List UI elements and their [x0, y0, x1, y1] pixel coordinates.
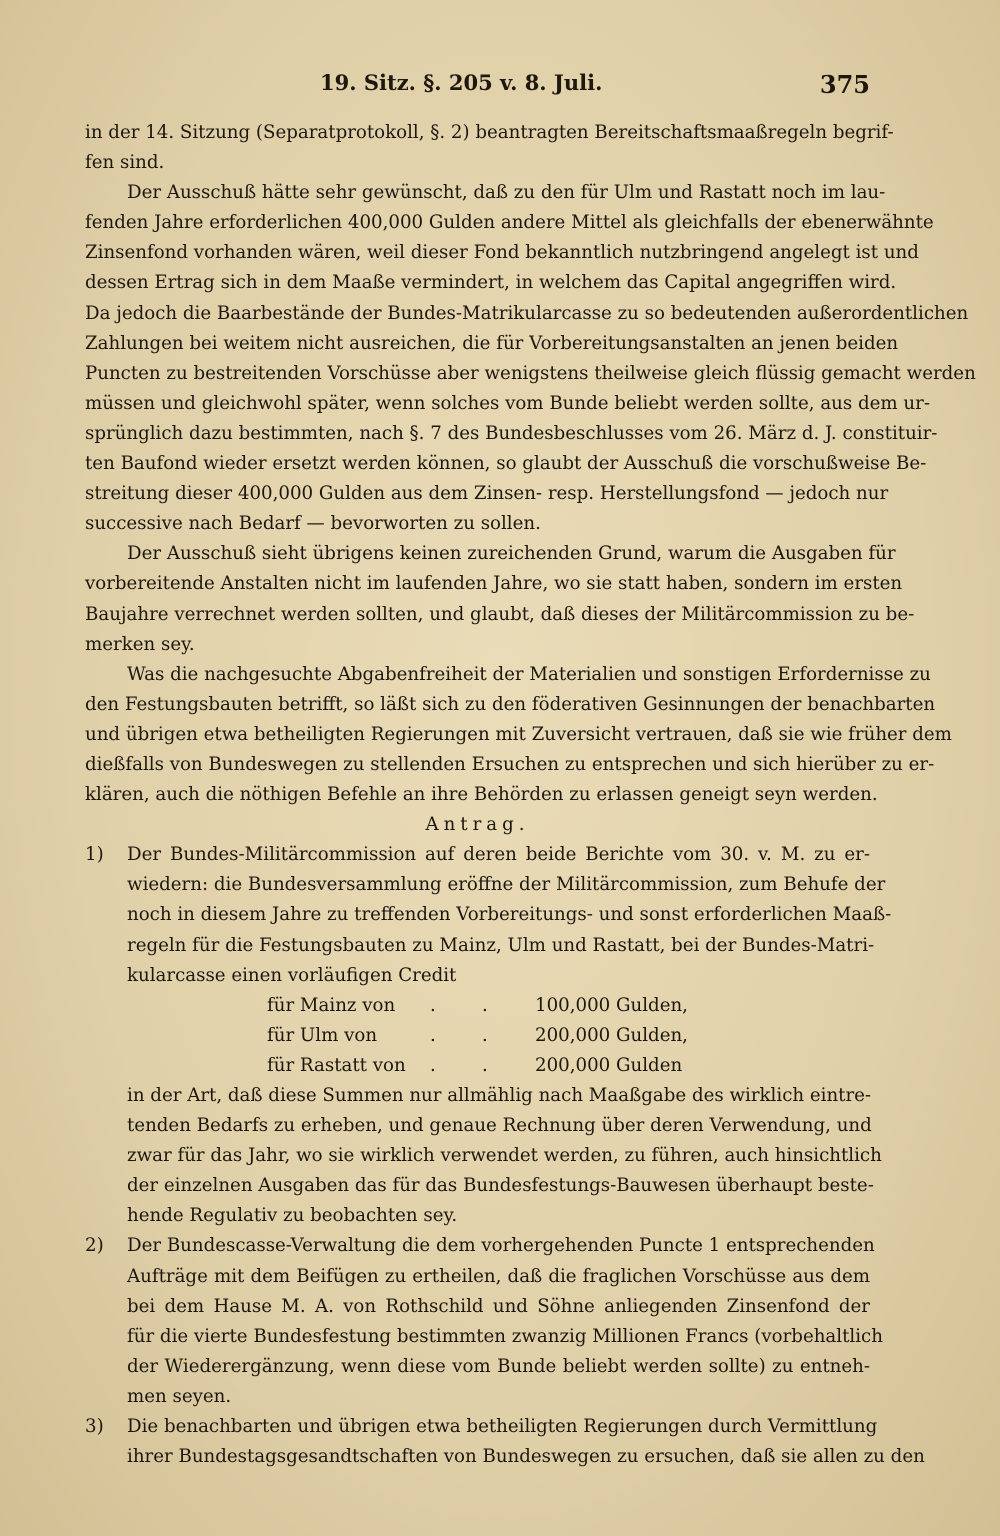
credit-dot: .: [482, 1054, 488, 1076]
text-line: successive nach Bedarf — bevorworten zu sollen.: [85, 513, 541, 535]
text-line: klären, auch die nöthigen Befehle an ihre Behörden zu erlassen geneigt seyn werden.: [85, 784, 878, 806]
antrag-item-2: [85, 1231, 883, 1412]
credit-city: für Ulm von: [267, 1024, 378, 1046]
credit-dot: .: [430, 1024, 436, 1046]
text-line: bei dem Hause M. A. von Rothschild und Söhne anliegenden Zinsenfond der: [127, 1295, 870, 1317]
text-line: Puncten zu bestreitenden Vorschüsse aber wenigstens theilweise gleich flüssig gemacht werden: [85, 362, 976, 384]
paragraph-1: [85, 118, 894, 178]
credit-row: [85, 991, 870, 1021]
paragraph-4: [85, 660, 952, 810]
item-line-text: Der Bundes-Militärcommission auf deren beide Berichte vom 30. v. M. zu er-: [127, 844, 870, 866]
item-number: 2): [85, 1235, 104, 1257]
text-line: Baujahre verrechnet werden sollten, und glaubt, daß dieses der Militärcommission zu be-: [85, 603, 915, 625]
running-head: 19. Sitz. §. 205 v. 8. Juli.: [320, 70, 603, 95]
text-line: und übrigen etwa betheiligten Regierungen mit Zuversicht vertrauen, daß sie wie früher dem: [85, 723, 952, 745]
credit-dot: .: [430, 994, 436, 1016]
credit-amount: 200,000 Gulden,: [535, 1024, 688, 1046]
text-line: noch in diesem Jahre zu treffenden Vorbereitungs- und sonst erforderlichen Maaß-: [127, 904, 892, 926]
text-line: Der Ausschuß hätte sehr gewünscht, daß zu den für Ulm und Rastatt noch im lau-: [127, 182, 886, 204]
text-line: tenden Bedarfs zu erheben, und genaue Rechnung über deren Verwendung, und: [127, 1115, 872, 1137]
text-line: fenden Jahre erforderlichen 400,000 Gulden andere Mittel als gleichfalls der ebenerwähnte: [85, 212, 934, 234]
item-number: 3): [85, 1416, 104, 1438]
text-line: zwar für das Jahr, wo sie wirklich verwendet werden, zu führen, auch hinsichtlich: [127, 1145, 882, 1167]
credit-city: für Mainz von: [267, 994, 396, 1016]
text-line: ihrer Bundestagsgesandtschaften von Bundeswegen zu ersuchen, daß sie allen zu den: [127, 1446, 925, 1468]
paragraph-2: [85, 178, 976, 539]
text-line: Zahlungen bei weitem nicht ausreichen, die für Vorbereitungsanstalten an jenen beiden: [85, 332, 899, 354]
text-line: für die vierte Bundesfestung bestimmten zwanzig Millionen Francs (vorbehaltlich: [127, 1325, 883, 1347]
credit-amount: 100,000 Gulden,: [535, 994, 688, 1016]
text-line: merken sey.: [85, 633, 195, 655]
text-line: dießfalls von Bundeswegen zu stellenden Ersuchen zu entsprechen und sich hierüber zu er-: [85, 753, 935, 775]
text-line: Zinsenfond vorhanden wären, weil dieser Fond bekanntlich nutzbringend angelegt ist und: [85, 242, 919, 264]
page-header: [85, 70, 870, 110]
credit-dot: .: [482, 1024, 488, 1046]
credit-city: für Rastatt von: [267, 1054, 406, 1076]
text-line: Da jedoch die Baarbestände der Bundes-Matrikularcasse zu so bedeutenden außerordentlichen: [85, 302, 969, 324]
text-line: men seyen.: [127, 1385, 232, 1407]
text-line: fen sind.: [85, 152, 165, 174]
credit-amount: 200,000 Gulden: [535, 1054, 683, 1076]
credit-dot: .: [482, 994, 488, 1016]
antrag-heading: Antrag.: [425, 814, 530, 836]
item-line-text: Der Bundescasse-Verwaltung die dem vorhergehenden Puncte 1 entsprechenden: [127, 1235, 875, 1257]
text-line: vorbereitende Anstalten nicht im laufenden Jahre, wo sie statt haben, sondern im ersten: [85, 573, 903, 595]
antrag-item-1: [85, 840, 892, 1231]
credit-row: [85, 1051, 870, 1081]
text-line: in der Art, daß diese Summen nur allmählig nach Maaßgabe des wirklich eintre-: [127, 1085, 872, 1106]
text-line: in der 14. Sitzung (Separatprotokoll, §. 2) beantragten Bereitschaftsmaaßregeln begrif-: [85, 122, 894, 143]
text-line: der einzelnen Ausgaben das für das Bundesfestungs-Bauwesen überhaupt beste-: [127, 1175, 874, 1197]
text-line: kularcasse einen vorläufigen Credit: [127, 964, 457, 986]
credit-dot: .: [430, 1054, 436, 1076]
text-line: wiedern: die Bundesversammlung eröffne der Militärcommission, zum Behufe der: [127, 874, 886, 896]
text-line: der Wiederergänzung, wenn diese vom Bunde beliebt werden sollte) zu entneh-: [127, 1355, 870, 1377]
item-first-line: [85, 840, 870, 870]
text-line: Der Ausschuß sieht übrigens keinen zureichenden Grund, warum die Ausgaben für: [127, 543, 896, 565]
item-first-line: [85, 1231, 875, 1261]
text-line: ten Baufond wieder ersetzt werden können, so glaubt der Ausschuß die vorschußweise Be-: [85, 453, 927, 475]
text-line: hende Regulativ zu beobachten sey.: [127, 1205, 458, 1227]
text-line: den Festungsbauten betrifft, so läßt sich zu den föderativen Gesinnungen der benachbarten: [85, 693, 936, 715]
text-line: Aufträge mit dem Beifügen zu ertheilen, daß die fraglichen Vorschüsse aus dem: [127, 1265, 870, 1287]
text-line: dessen Ertrag sich in dem Maaße vermindert, in welchem das Capital angegriffen wird.: [85, 272, 897, 294]
item-first-line: [85, 1412, 878, 1442]
text-line: regeln für die Festungsbauten zu Mainz, Ulm und Rastatt, bei der Bundes-Matri-: [127, 934, 875, 956]
item-line-text: Die benachbarten und übrigen etwa betheiligten Regierungen durch Vermittlung: [127, 1416, 878, 1438]
credit-row: [85, 1021, 870, 1051]
page-number: 375: [819, 70, 870, 99]
item-number: 1): [85, 844, 104, 866]
text-line: streitung dieser 400,000 Gulden aus dem Zinsen- resp. Herstellungsfond — jedoch nur: [85, 483, 889, 505]
antrag-item-3: [85, 1412, 925, 1472]
paragraph-3: [85, 539, 915, 659]
page-body: [85, 118, 976, 1472]
text-line: müssen und gleichwohl später, wenn solches vom Bunde beliebt werden sollte, aus dem ur-: [85, 392, 930, 414]
text-line: sprünglich dazu bestimmten, nach §. 7 des Bundesbeschlusses vom 26. März d. J. constituir-: [85, 422, 938, 444]
text-line: Was die nachgesuchte Abgabenfreiheit der Materialien und sonstigen Erfordernisse zu: [127, 663, 931, 685]
